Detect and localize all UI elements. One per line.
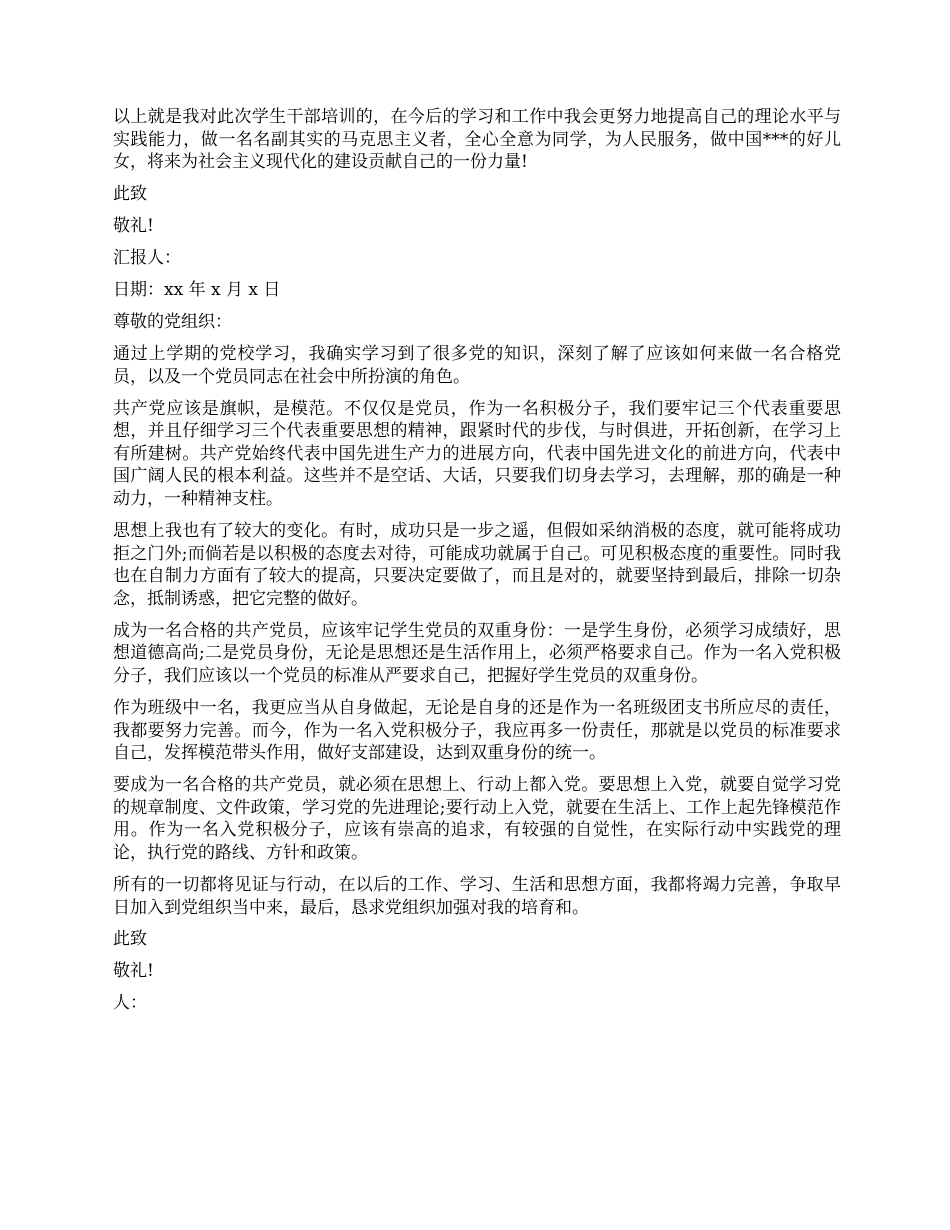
salutation-cizhi-2: 此致 <box>113 929 147 950</box>
salutation-jingli-2: 敬礼! <box>113 961 154 982</box>
paragraph-final-commitment: 所有的一切都将见证与行动，在以后的工作、学习、生活和思想方面，我都将竭力完善，争取早日加入到党组织当中来，最后，恳求党组织加强对我的培育和。 <box>113 874 841 918</box>
salutation-jingli: 敬礼! <box>113 216 154 237</box>
reporter-line: 汇报人： <box>113 248 181 269</box>
paragraph-party-school: 通过上学期的党校学习，我确实学习到了很多党的知识，深刻了解了应该如何来做一名合格党员，以及一个党员同志在社会中所扮演的角色。 <box>113 344 841 387</box>
greeting-line: 尊敬的党组织： <box>113 312 232 333</box>
paragraph-class-member: 作为班级中一名，我更应当从自身做起，无论是自身的还是作为一名班级团支书所应尽的责任，我都要努力完善。而今，作为一名入党积极分子，我应再多一份责任，那就是以党员的标准要求自己，发挥模范带头作用，做好支部建设，达到双重身份的统一。 <box>113 697 841 764</box>
paragraph-qualified-member: 要成为一名合格的共产党员，就必须在思想上、行动上都入党。要思想上入党，就要自觉学习党的规章制度、文件政策，学习党的先进理论;要行动上入党，就要在生活上、工作上起先锋模范作用。作为一名入党积极分子，应该有崇高的追求，有较强的自觉性，在实际行动中实践党的理论，执行党的路线、方针和政策。 <box>113 775 841 863</box>
paragraph-banner-model: 共产党应该是旗帜，是模范。不仅仅是党员，作为一名积极分子，我们要牢记三个代表重要思想，并且仔细学习三个代表重要思想的精神，跟紧时代的步伐，与时俱进，开拓创新，在学习上有所建树。共产党始终代表中国先进生产力的进展方向，代表中国先进文化的前进方向，代表中国广阔人民的根本利益。这些并不是空话、大话，只要我们切身去学习，去理解，那的确是一种动力，一种精神支柱。 <box>113 398 841 510</box>
date-line: 日期：xx 年 x 月 x 日 <box>113 280 281 301</box>
salutation-cizhi: 此致 <box>113 184 147 205</box>
signature-line: 人： <box>113 993 147 1014</box>
paragraph-dual-identity: 成为一名合格的共产党员，应该牢记学生党员的双重身份：一是学生身份，必须学习成绩好，思想道德高尚;二是党员身份，无论是思想还是生活作用上，必须严格要求自己。作为一名入党积极分子，我们应该以一个党员的标准从严要求自己，把握好学生党员的双重身份。 <box>113 620 841 686</box>
document-body <box>113 106 841 1024</box>
paragraph-closing-summary: 以上就是我对此次学生干部培训的，在今后的学习和工作中我会更努力地提高自己的理论水平与实践能力，做一名名副其实的马克思主义者，全心全意为同学，为人民服务，做中国***的好儿女，将来为社会主义现代化的建设贡献自己的一份力量! <box>113 107 841 173</box>
paragraph-thinking-change: 思想上我也有了较大的变化。有时，成功只是一步之遥，但假如采纳消极的态度，就可能将成功拒之门外;而倘若是以积极的态度去对待，可能成功就属于自己。可见积极态度的重要性。同时我也在自制力方面有了较大的提高，只要决定要做了，而且是对的，就要坚持到最后，排除一切杂念，抵制诱惑，把它完整的做好。 <box>113 521 841 609</box>
